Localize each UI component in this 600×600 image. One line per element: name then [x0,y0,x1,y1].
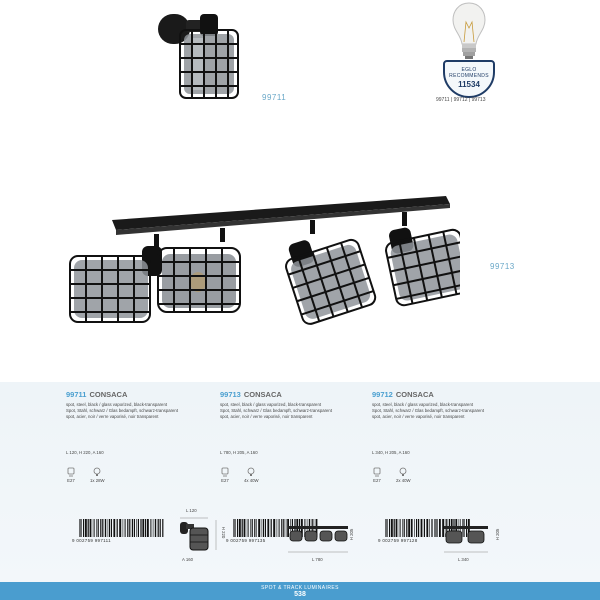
barcode-number: 9 002759 997128 [378,538,418,543]
dim-label-height: H 220 [221,526,227,539]
product-dimensions: L 340, H 205, A 160 [372,450,410,455]
badge-recommends: RECOMMENDS [449,73,489,79]
bulb-power-icon [92,467,102,477]
product-description-de: Spot, Stahl, schwarz / Glas bedampft, schwarz-transparent [372,408,485,413]
wall-spot-code: 99711 [262,93,287,102]
product-column-99711 [66,390,226,455]
dim-label-length: L 120 [186,508,197,513]
badge-brand: EGLO [461,67,477,73]
socket-label: E27 [67,478,75,483]
dim-label-length: L 780 [312,557,323,562]
product-title: 99711 CONSACA [66,390,128,399]
socket-label: E27 [373,478,381,483]
wall-spot-image [140,0,260,110]
product-dimensions: L 120, H 220, A 160 [66,450,104,455]
product-dimensions: L 780, H 205, A 160 [220,450,258,455]
socket-label: E27 [221,478,229,483]
product-column-99713 [220,390,380,455]
dim-label-height: H 205 [349,528,355,541]
socket-icon [220,467,230,477]
product-specs-99711 [66,467,105,483]
double-spot-drawing [440,522,492,556]
product-description-en: spot, steel, black / glass vaporized, black-transparent [372,402,474,407]
bulb-recommendation-badge [440,0,500,100]
barcode-number: 9 002759 997135 [226,538,266,543]
page-number: 538 [294,591,306,598]
power-label: 2x 40W [396,478,411,483]
product-description-fr: spot, acier, noir / verre vaporisé, noir transparent [220,414,313,419]
bulb-power-icon [398,467,408,477]
product-specs-99712 [372,467,411,483]
bar-spot-image [60,190,460,330]
product-title: 99712 CONSACA [372,390,434,399]
product-column-99712 [372,390,532,455]
bar-spot-code: 99713 [490,262,515,271]
dim-label-projection: A 160 [182,557,193,562]
product-description-fr: spot, acier, noir / verre vaporisé, noir transparent [372,414,465,419]
socket-icon [372,467,382,477]
barcode-99711 [78,519,166,537]
badge-codes: 99711 | 99712 | 99713 [436,97,486,103]
bar-spot-drawing [286,522,355,556]
page-footer [0,582,600,600]
product-description-fr: spot, acier, noir / verre vaporisé, noir transparent [66,414,159,419]
footer-section-title: SPOT & TRACK LUMINAIRES [261,585,339,591]
product-title: 99713 CONSACA [220,390,282,399]
dim-label-height: H 205 [495,528,501,541]
product-description-de: Spot, Stahl, schwarz / Glas bedampft, schwarz-transparent [220,408,333,413]
bulb-power-icon [246,467,256,477]
barcode-number: 9 002759 997111 [72,538,111,543]
dim-label-length: L 340 [458,557,469,562]
socket-icon [66,467,76,477]
bulb-icon [450,0,488,62]
power-label: 4x 40W [244,478,259,483]
product-description-en: spot, steel, black / glass vaporized, black-transparent [66,402,168,407]
product-specs-99713 [220,467,259,483]
power-label: 1x 28W [90,478,105,483]
product-description-en: spot, steel, black / glass vaporized, black-transparent [220,402,322,407]
badge-code: 11534 [458,80,480,89]
wall-spot-drawing [178,516,222,556]
product-description-de: Spot, Stahl, schwarz / Glas bedampft, schwarz-transparent [66,408,179,413]
product-info-panel [0,382,600,582]
